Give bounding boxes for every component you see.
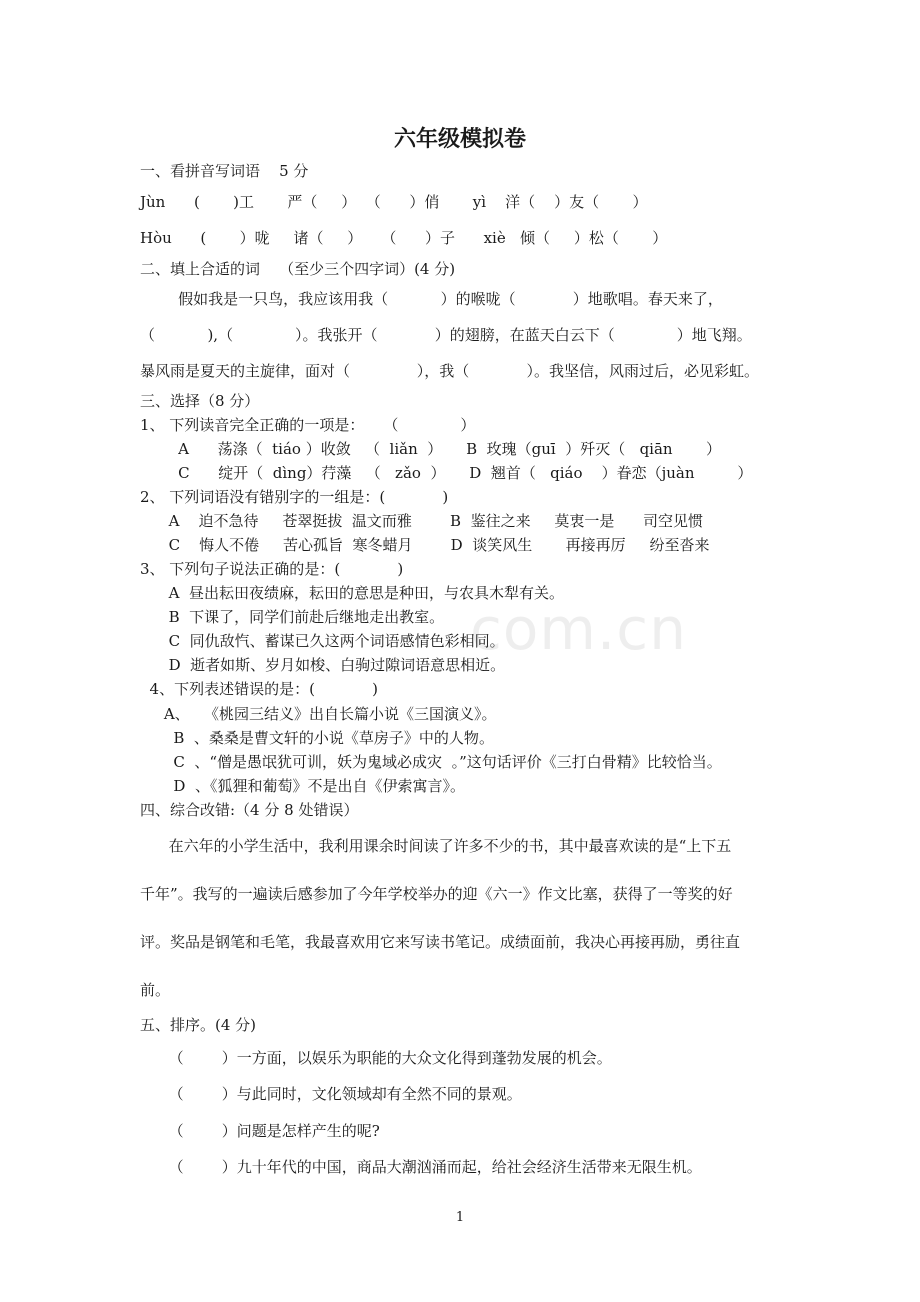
question-line: 4、下列表述错误的是：( ): [140, 680, 379, 698]
section5-heading: 五、排序。(4 分): [140, 1016, 257, 1034]
section4-heading: 四、综合改错:（4 分 8 处错误）: [140, 801, 359, 819]
section4-paragraph-line: 千年”。我写的一遍读后感参加了今年学校举办的迎《六一》作文比塞，获得了一等奖的好: [140, 885, 733, 903]
pinyin-row-1: Jùn ( )工 严（ ） （ ）俏 yì 洋（ ）友（ ）: [140, 193, 648, 211]
pinyin-row-2: Hòu ( ）咙 诸（ ） （ ）子 xiè 倾（ ）松（ ）: [140, 229, 668, 247]
option-line: D 逝者如斯、岁月如梭、白驹过隙词语意思相近。: [140, 656, 506, 674]
option-line: A 荡涤（ tiáo ）收敛 （ liǎn ） B 玫瑰（guī ）歼灭（ qiān ）: [140, 440, 721, 458]
ordering-item: （ ）与此同时，文化领域却有全然不同的景观。: [140, 1085, 522, 1103]
section4-paragraph-line: 在六年的小学生活中，我利用课余时间读了许多不少的书，其中最喜欢读的是“上下五: [140, 837, 732, 855]
ordering-item: （ ）问题是怎样产生的呢?: [140, 1122, 380, 1140]
section4-paragraph-line: 评。奖品是钢笔和毛笔，我最喜欢用它来写读书笔记。成绩面前，我决心再接再励，勇往直: [140, 933, 741, 951]
option-line: C 、“僧是愚氓犹可训，妖为鬼域必成灾 。”这句话评价《三打白骨精》比较恰当。: [140, 753, 722, 771]
option-line: C 悔人不倦 苦心孤旨 寒冬蜡月 D 谈笑风生 再接再厉 纷至沓来: [140, 536, 710, 554]
section2-paragraph-line: （ ),（ ）。我张开（ ）的翅膀，在蓝天白云下（ ）地飞翔。: [140, 326, 752, 344]
section2-paragraph-line: 假如我是一只鸟，我应该用我（ ）的喉咙（ ）地歌唱。春天来了，: [140, 290, 723, 308]
section2-heading: 二、填上合适的词 （至少三个四字词）(4 分): [140, 260, 456, 278]
option-line: A、 《桃园三结义》出自长篇小说《三国演义》。: [140, 705, 497, 723]
section4-paragraph-line: 前。: [140, 981, 171, 999]
ordering-item: （ ）一方面，以娱乐为职能的大众文化得到蓬勃发展的机会。: [140, 1049, 612, 1067]
section2-paragraph-line: 暴风雨是夏天的主旋律，面对（ ），我（ ）。我坚信，风雨过后，必见彩虹。: [140, 362, 759, 380]
ordering-item: （ ）九十年代的中国，商品大潮汹涌而起，给社会经济生活带来无限生机。: [140, 1158, 702, 1176]
option-line: D 、《狐狸和葡萄》不是出自《伊索寓言》。: [140, 777, 465, 795]
option-line: C 同仇敌忾、蓄谋已久这两个词语感情色彩相同。: [140, 632, 505, 650]
option-line: A 迫不急待 苍翠挺拔 温文而雅 B 鉴往之来 莫衷一是 司空见惯: [140, 512, 704, 530]
question-line: 3、 下列句子说法正确的是：( ): [140, 560, 404, 578]
section1-heading: 一、看拼音写词语 5 分: [140, 162, 309, 180]
option-line: B 、桑桑是曹文轩的小说《草房子》中的人物。: [140, 729, 494, 747]
option-line: A 昼出耘田夜绩麻，耘田的意思是种田，与农具木犁有关。: [140, 584, 564, 602]
page-title: 六年级模拟卷: [393, 126, 526, 152]
page-number: 1: [455, 1210, 465, 1225]
option-line: C 绽开（ dìng）荇藻 （ zǎo ） D 翘首（ qiáo ）眷恋（juàn ）: [140, 464, 753, 482]
question-line: 1、 下列读音完全正确的一项是： （ ）: [140, 416, 476, 434]
option-line: B 下课了，同学们前赴后继地走出教室。: [140, 608, 445, 626]
watermark-text: com.cn: [470, 595, 687, 663]
section3-heading: 三、选择（8 分）: [140, 392, 260, 410]
question-line: 2、 下列词语没有错别字的一组是：( ): [140, 488, 449, 506]
